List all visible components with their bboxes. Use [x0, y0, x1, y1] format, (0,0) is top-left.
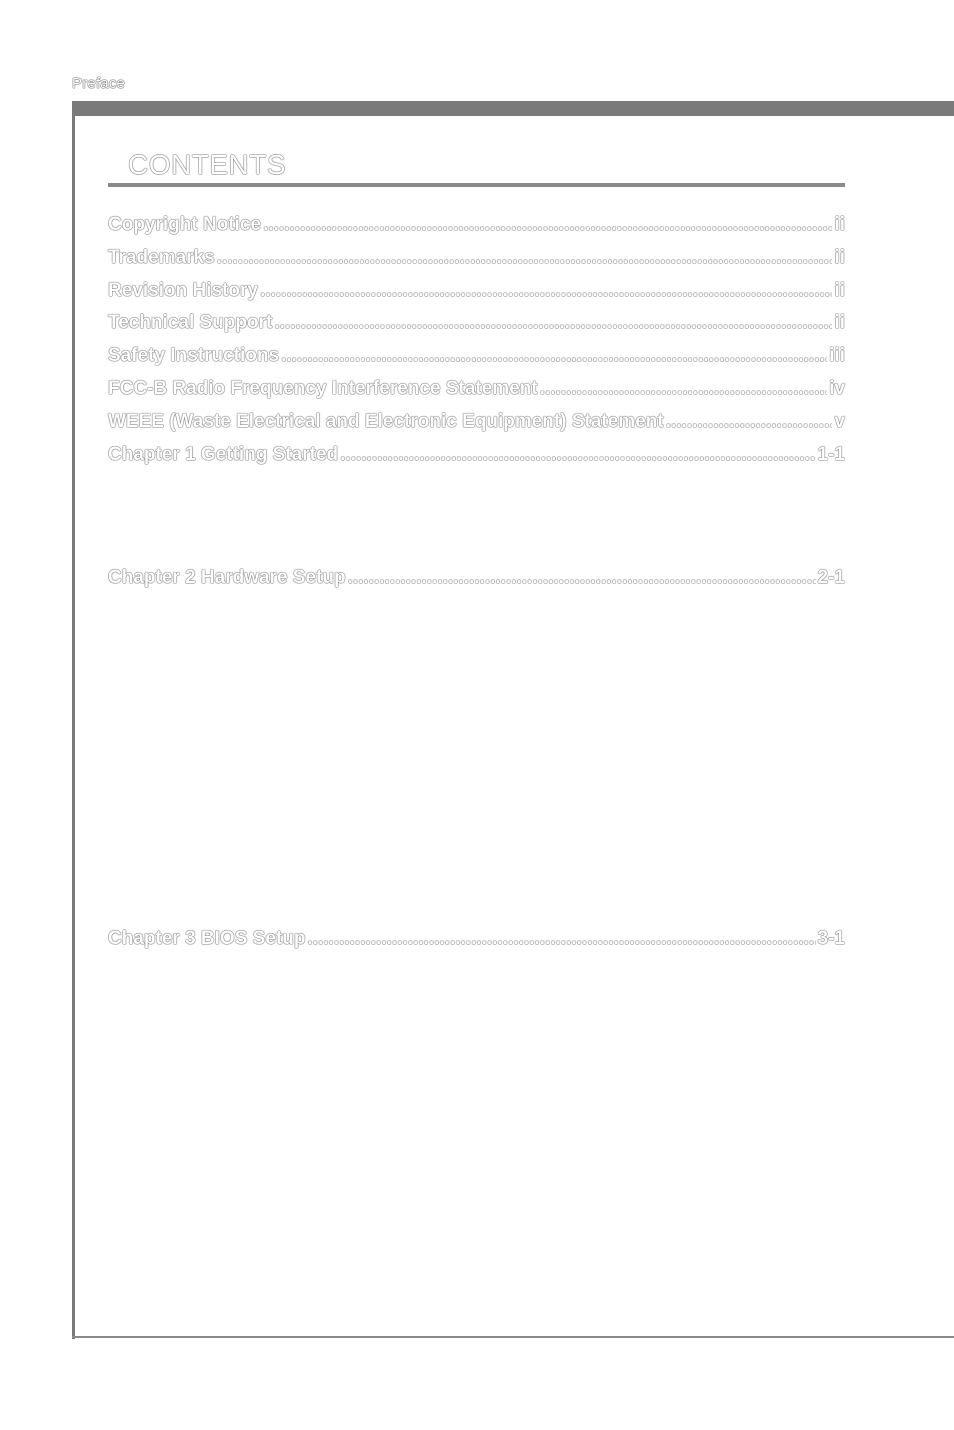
toc-entry-label: Technical Support	[108, 312, 273, 333]
footer-rule	[72, 1336, 954, 1338]
toc-entry-page: 3-1	[817, 928, 845, 949]
toc-entry-revision-history[interactable]	[108, 280, 845, 302]
toc-entry-fcc-statement[interactable]	[108, 378, 845, 400]
toc-entry-weee-statement[interactable]	[108, 411, 845, 433]
toc-leader-dots	[666, 411, 833, 433]
toc-leader-dots	[540, 378, 827, 400]
toc-entry-page: v	[834, 411, 845, 432]
toc-leader-dots	[260, 280, 833, 302]
toc-entry-chapter-1[interactable]	[108, 444, 845, 466]
toc-leader-dots	[348, 567, 816, 589]
toc-entry-label: Chapter 1 Getting Started	[108, 444, 339, 465]
toc-entry-page: iii	[829, 345, 845, 366]
toc-entry-page: 1-1	[817, 444, 845, 465]
toc-entry-page: 2-1	[817, 567, 845, 588]
toc-entry-page: ii	[834, 312, 845, 333]
toc-entry-label: Chapter 3 BIOS Setup	[108, 928, 306, 949]
toc-entry-page: ii	[834, 280, 845, 301]
contents-title-underline	[108, 183, 845, 187]
section-header-label: Preface	[72, 75, 126, 92]
toc-entry-copyright-notice[interactable]	[108, 214, 845, 236]
toc-entry-label: Safety Instructions	[108, 345, 280, 366]
toc-leader-dots	[340, 444, 815, 466]
toc-entry-label: Chapter 2 Hardware Setup	[108, 567, 346, 588]
toc-entry-label: Revision History	[108, 280, 258, 301]
header-bar	[72, 101, 954, 116]
toc-entry-page: ii	[834, 214, 845, 235]
toc-entry-chapter-3[interactable]	[108, 928, 845, 950]
toc-entry-technical-support[interactable]	[108, 312, 845, 334]
toc-entry-page: iv	[829, 378, 845, 399]
toc-entry-label: Trademarks	[108, 247, 215, 268]
toc-entry-trademarks[interactable]	[108, 247, 845, 269]
contents-title: CONTENTS	[128, 149, 286, 180]
toc-leader-dots	[274, 312, 832, 334]
toc-entry-label: Copyright Notice	[108, 214, 262, 235]
toc-leader-dots	[263, 214, 832, 236]
toc-entry-safety-instructions[interactable]	[108, 345, 845, 367]
toc-leader-dots	[217, 247, 833, 269]
left-margin-rule	[72, 101, 75, 1339]
toc-entry-chapter-2[interactable]	[108, 567, 845, 589]
toc-leader-dots	[281, 345, 827, 367]
toc-entry-page: ii	[834, 247, 845, 268]
toc-entry-label: WEEE (Waste Electrical and Electronic Equipment) Statement	[108, 411, 664, 432]
toc-leader-dots	[307, 928, 815, 950]
toc-entry-label: FCC-B Radio Frequency Interference Statement	[108, 378, 538, 399]
